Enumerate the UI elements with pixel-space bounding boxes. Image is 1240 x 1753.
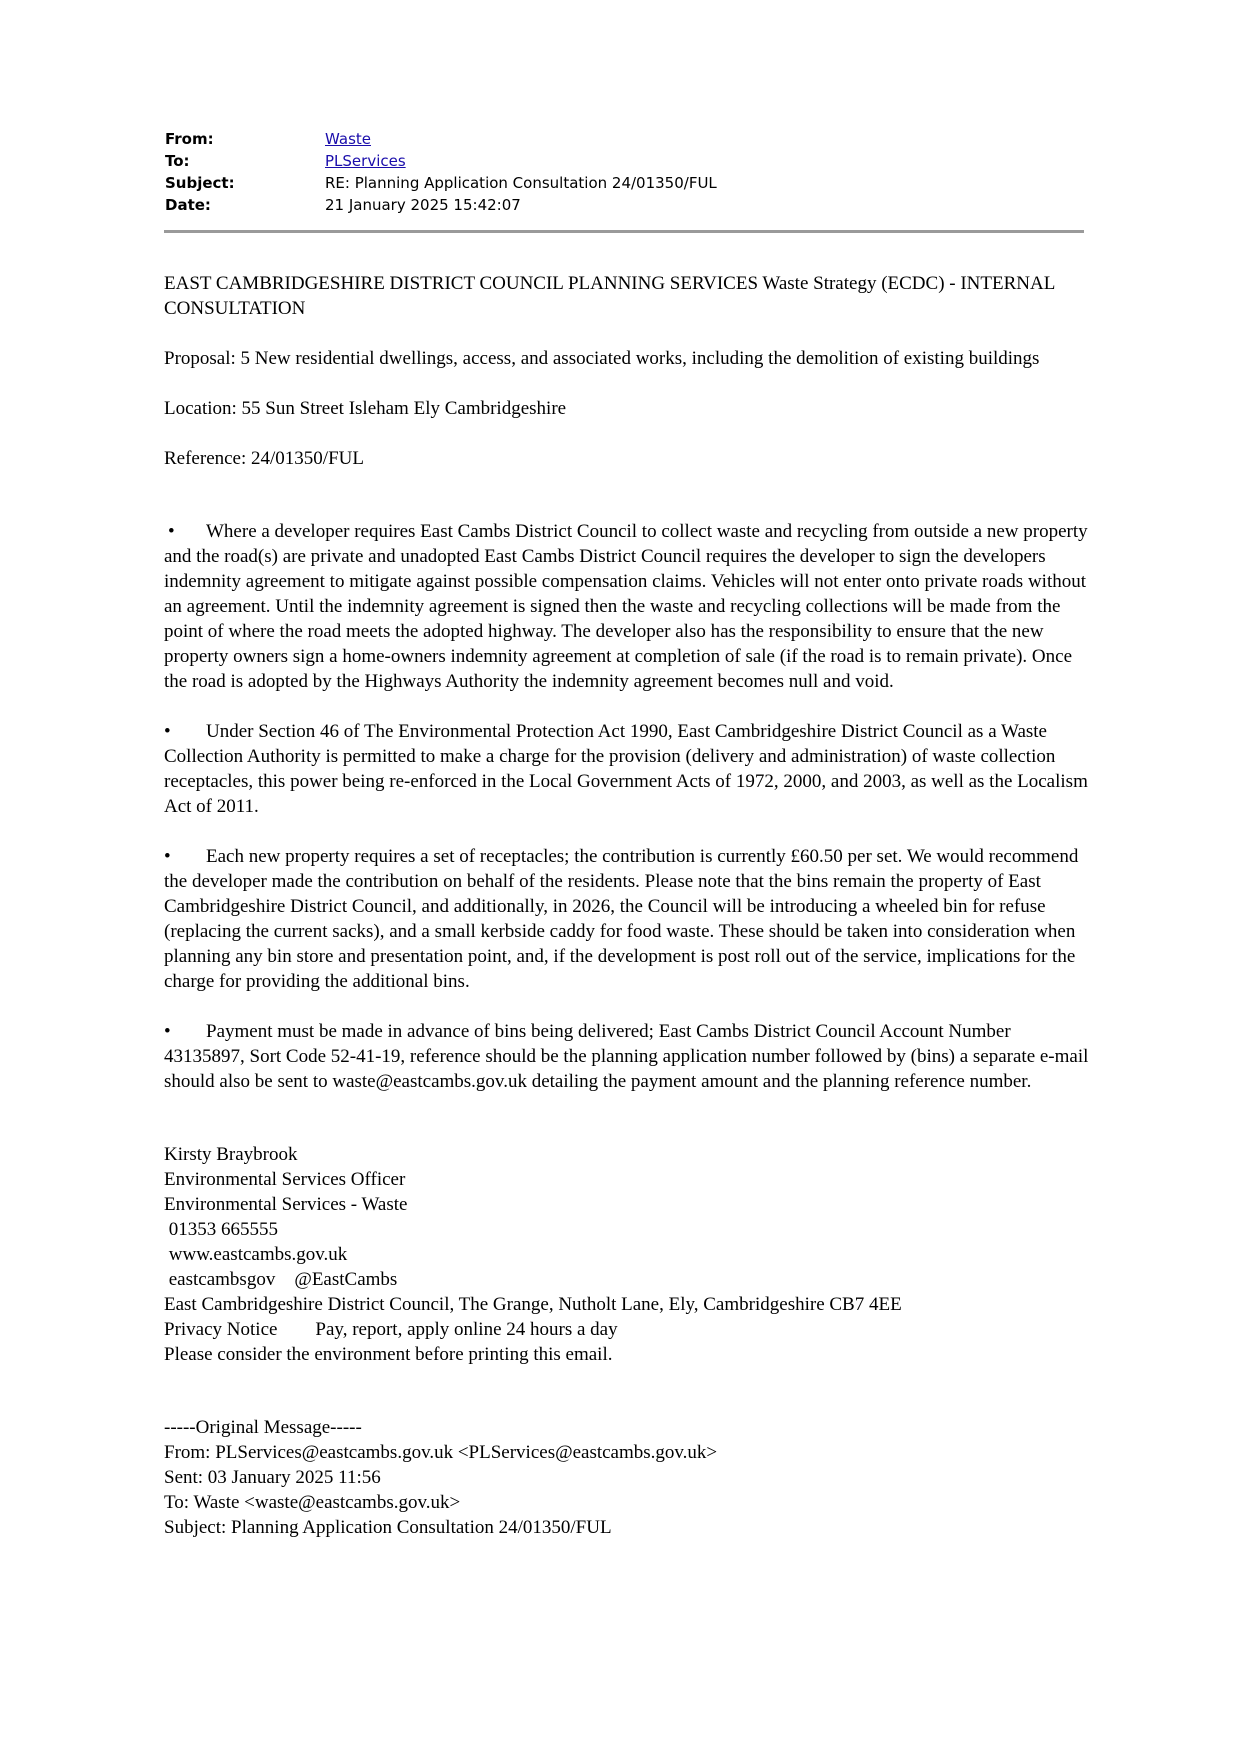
consultation-title: EAST CAMBRIDGESHIRE DISTRICT COUNCIL PLANNING SERVICES Waste Strategy (ECDC) - INTERNAL CONSULTATION	[164, 273, 1055, 319]
subject-row	[165, 172, 717, 194]
to-link[interactable]: PLServices	[325, 152, 406, 170]
date-row	[165, 194, 717, 216]
to-row	[165, 150, 717, 172]
from-row	[165, 128, 717, 150]
bullet-icon: •	[164, 846, 171, 867]
subject-value: RE: Planning Application Consultation 24/01350/FUL	[325, 174, 717, 192]
bullet-text: Under Section 46 of The Environmental Protection Act 1990, East Cambridgeshire District Council as a Waste Collection Authority is permitted to make a charge for the provision (delivery and administration) of waste collection receptacles, this power being re-enforced in the Local Government Acts of 1972, 2000, and 2003, as well as the Localism Act of 2011.	[164, 721, 1088, 817]
email-header	[165, 128, 717, 216]
bullet-text: Where a developer requires East Cambs District Council to collect waste and recycling from outside a new property and the road(s) are private and unadopted East Cambs District Council requires the developer to sign the developers indemnity agreement to mitigate against possible compensation claims. Vehicles will not enter onto private roads without an agreement. Until the indemnity agreement is signed then the waste and recycling collections will be made from the point of where the road meets the adopted highway. The developer also has the responsibility to ensure that the new property owners sign a home-owners indemnity agreement at completion of sale (if the road is to remain private). Once the road is adopted by the Highways Authority the indemnity agreement becomes null and void.	[164, 521, 1088, 692]
location-text: Location: 55 Sun Street Isleham Ely Cambridgeshire	[164, 398, 567, 419]
bullet-text: Each new property requires a set of receptacles; the contribution is currently £60.50 per set. We would recommend the developer made the contribution on behalf of the residents. Please note that the bins remain the property of East Cambridgeshire District Council, and additionally, in 2026, the Council will be introducing a wheeled bin for refuse (replacing the current sacks), and a small kerbside caddy for food waste. These should be taken into consideration when planning any bin store and presentation point, and, if the development is post roll out of the service, implications for the charge for providing the additional bins.	[164, 846, 1079, 992]
signature-phone: 01353 665555	[164, 1219, 278, 1240]
bullet-icon: •	[168, 521, 175, 542]
original-message	[164, 1415, 1089, 1540]
subject-label: Subject:	[165, 174, 235, 192]
signature-social: eastcambsgov @EastCambs	[164, 1269, 398, 1290]
original-separator: -----Original Message-----	[164, 1417, 362, 1438]
signature-department: Environmental Services - Waste	[164, 1194, 408, 1215]
bullet-item-receptacles	[164, 844, 1089, 994]
email-signature	[164, 1142, 1089, 1367]
bullet-item-indemnity	[164, 519, 1089, 694]
date-value: 21 January 2025 15:42:07	[325, 196, 521, 214]
to-label: To:	[165, 152, 190, 170]
date-label: Date:	[165, 196, 211, 214]
from-link[interactable]: Waste	[325, 130, 371, 148]
signature-name: Kirsty Braybrook	[164, 1144, 298, 1165]
header-divider	[164, 230, 1084, 233]
signature-environment-note: Please consider the environment before printing this email.	[164, 1344, 613, 1365]
original-sent: Sent: 03 January 2025 11:56	[164, 1467, 381, 1488]
bullet-item-legislation	[164, 719, 1089, 819]
signature-address: East Cambridgeshire District Council, The Grange, Nutholt Lane, Ely, Cambridgeshire CB7 4EE	[164, 1294, 902, 1315]
proposal-text: Proposal: 5 New residential dwellings, access, and associated works, including the demolition of existing buildings	[164, 348, 1040, 369]
bullet-icon: •	[164, 1021, 171, 1042]
original-subject: Subject: Planning Application Consultation 24/01350/FUL	[164, 1517, 612, 1538]
signature-title: Environmental Services Officer	[164, 1169, 406, 1190]
signature-links: Privacy Notice Pay, report, apply online 24 hours a day	[164, 1319, 618, 1340]
original-from: From: PLServices@eastcambs.gov.uk <PLServices@eastcambs.gov.uk>	[164, 1442, 718, 1463]
reference-text: Reference: 24/01350/FUL	[164, 448, 364, 469]
bullet-text: Payment must be made in advance of bins being delivered; East Cambs District Council Account Number 43135897, Sort Code 52-41-19, reference should be the planning application number followed by (bins) a separate e-mail should also be sent to waste@eastcambs.gov.uk detailing the payment amount and the planning reference number.	[164, 1021, 1089, 1092]
bullet-item-payment	[164, 1019, 1089, 1094]
original-to: To: Waste <waste@eastcambs.gov.uk>	[164, 1492, 461, 1513]
from-label: From:	[165, 130, 214, 148]
signature-website: www.eastcambs.gov.uk	[164, 1244, 348, 1265]
bullet-icon: •	[164, 721, 171, 742]
email-body	[164, 271, 1089, 1540]
